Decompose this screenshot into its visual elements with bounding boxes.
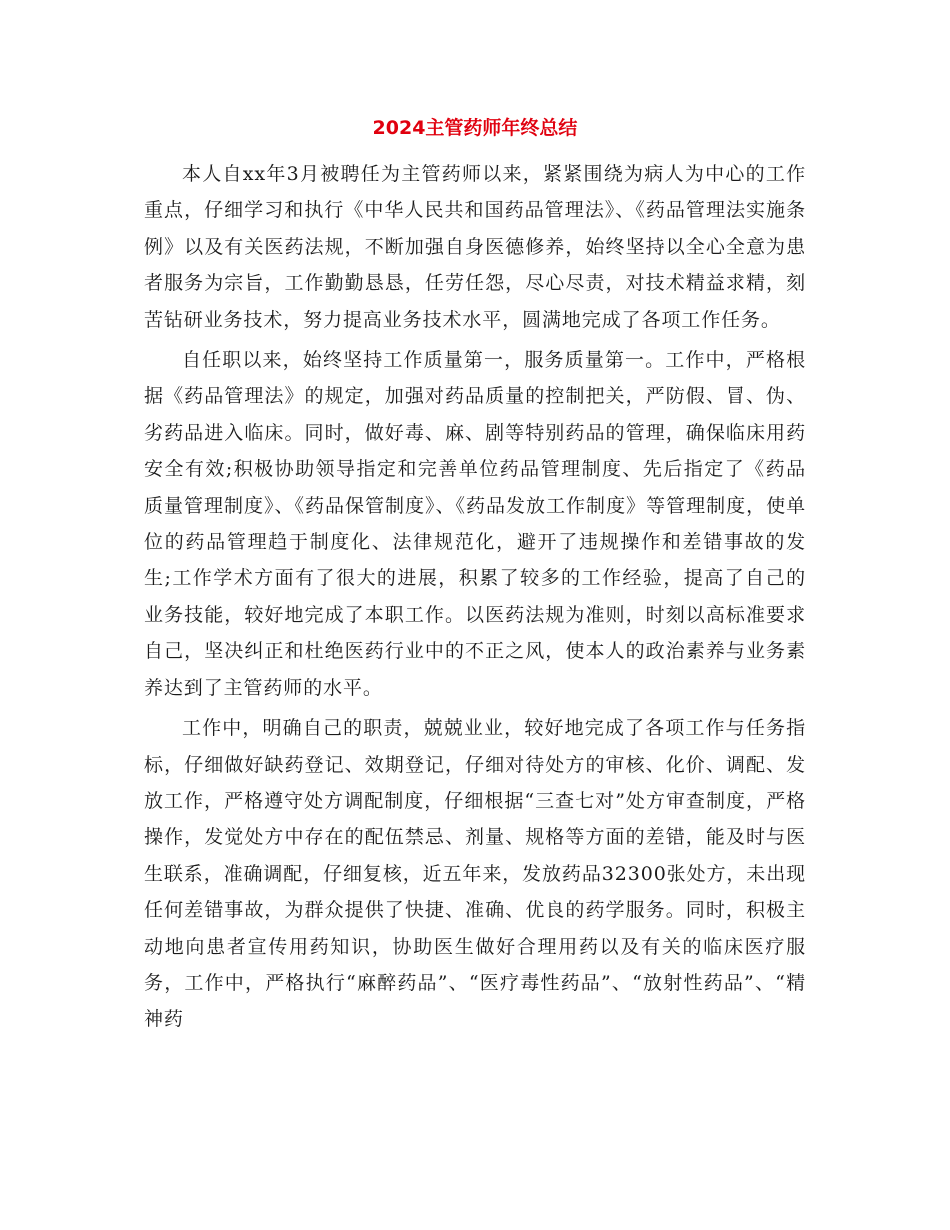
paragraph-3: 工作中，明确自己的职责，兢兢业业，较好地完成了各项工作与任务指标，仔细做好缺药登记、效期登记，仔细对待处方的审核、化价、调配、发放工作，严格遵守处方调配制度，仔细根据“三查七对”处方审查制度，严格操作，发觉处方中存在的配伍禁忌、剂量、规格等方面的差错，能及时与医生联系，准确调配，仔细复核，近五年来，发放药品32300张处方，未出现任何差错事故，为群众提供了快捷、准确、优良的药学服务。同时，积极主动地向患者宣传用药知识，协助医生做好合理用药以及有关的临床医疗服务，工作中，严格执行“麻醉药品”、“医疗毒性药品”、“放射性药品”、“精神药 [144, 717, 806, 1031]
document-body [144, 156, 806, 1042]
paragraph-1: 本人自xx年3月被聘任为主管药师以来，紧紧围绕为病人为中心的工作重点，仔细学习和执行《中华人民共和国药品管理法》、《药品管理法实施条例》以及有关医药法规，不断加强自身医德修养，始终坚持以全心全意为患者服务为宗旨，工作勤勤恳恳，任劳任怨，尽心尽责，对技术精益求精，刻苦钻研业务技术，努力提高业务技术水平，圆满地完成了各项工作任务。 [144, 163, 806, 331]
paragraph-2: 自任职以来，始终坚持工作质量第一，服务质量第一。工作中，严格根据《药品管理法》的规定，加强对药品质量的控制把关，严防假、冒、伪、劣药品进入临床。同时，做好毒、麻、剧等特别药品的管理，确保临床用药安全有效;积极协助领导指定和完善单位药品管理制度、先后指定了《药品质量管理制度》、《药品保管制度》、《药品发放工作制度》等管理制度，使单位的药品管理趋于制度化、法律规范化，避开了违规操作和差错事故的发生;工作学术方面有了很大的进展，积累了较多的工作经验，提高了自己的业务技能，较好地完成了本职工作。以医药法规为准则，时刻以高标准要求自己，坚决纠正和杜绝医药行业中的不正之风，使本人的政治素养与业务素养达到了主管药师的水平。 [144, 349, 806, 699]
document-title: 2024主管药师年终总结 [372, 117, 578, 139]
